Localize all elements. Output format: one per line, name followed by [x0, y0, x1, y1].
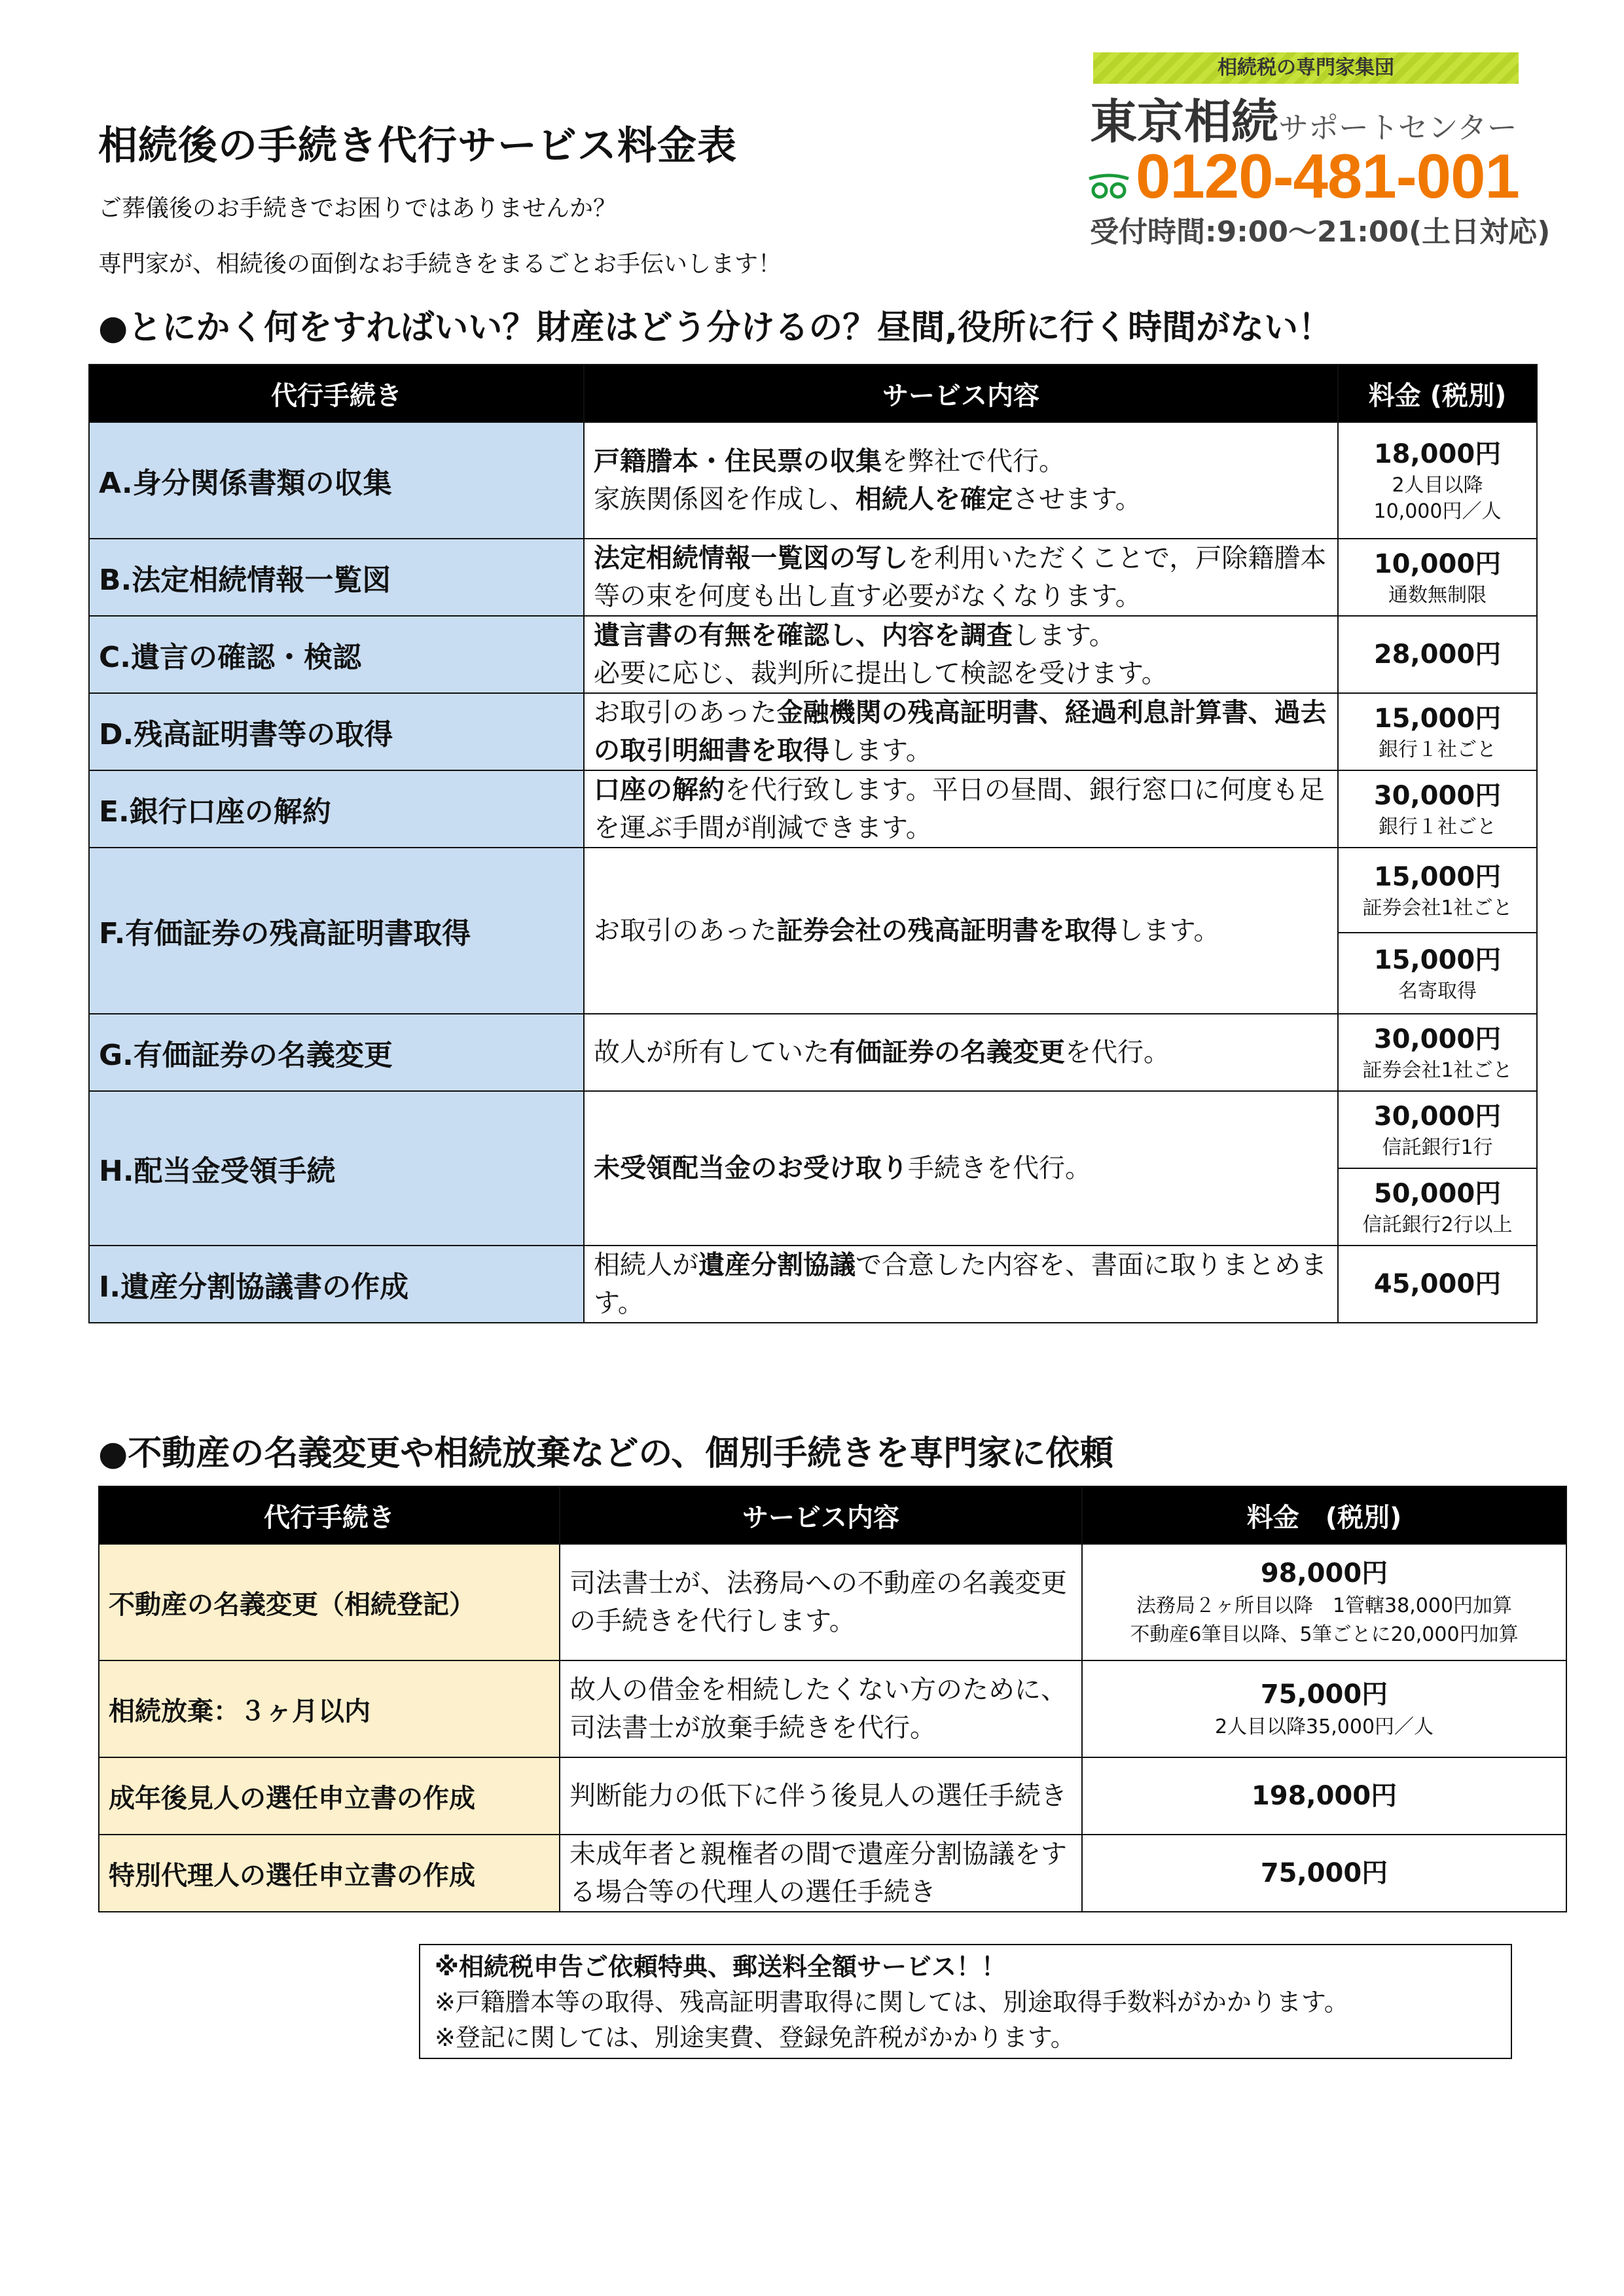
row-desc: 戸籍謄本・住民票の収集を弊社で代行。 家族関係図を作成し、相続人を確定させます。: [584, 422, 1338, 539]
note-line-3: ※登記に関しては、別途実費、登録免許税がかかります。: [435, 2023, 1075, 2052]
logo-hours: 受付時間:9:00～21:00(土日対応): [1090, 215, 1551, 249]
row-item: F.有価証券の残高証明書取得: [89, 848, 584, 1014]
row-desc: 判断能力の低下に伴う後見人の選任手続き: [560, 1757, 1082, 1835]
row-item: 特別代理人の選任申立書の作成: [99, 1835, 560, 1912]
table-row: [99, 1660, 1566, 1757]
table-row: [89, 848, 1537, 933]
row-price: 15,000円 証券会社1社ごと: [1338, 848, 1537, 933]
table-row: [99, 1544, 1566, 1660]
row-price: 98,000円 法務局２ヶ所目以降 1管轄38,000円加算 不動産6筆目以降、5筆ごとに20,000円加算: [1082, 1544, 1566, 1660]
section1-heading: ●とにかく何をすればいい？財産はどう分けるの？昼間,役所に行く時間がない！: [98, 308, 1333, 348]
logo-name-main: 東京相続: [1090, 94, 1279, 149]
row-desc: お取引のあった証券会社の残高証明書を取得します。: [584, 848, 1338, 1014]
row-desc: 未成年者と親権者の間で遺産分割協議をする場合等の代理人の選任手続き: [560, 1835, 1082, 1912]
row-desc: 相続人が遺産分割協議で合意した内容を、書面に取りまとめます。: [584, 1246, 1338, 1323]
col-header-item: 代行手続き: [89, 365, 584, 422]
row-item: E.銀行口座の解約: [89, 770, 584, 848]
freedial-icon: [1087, 173, 1131, 200]
row-price-2: 50,000円 信託銀行2行以上: [1338, 1168, 1537, 1246]
col-header-price: 料金 (税別): [1338, 365, 1537, 422]
table-row: [89, 1014, 1537, 1091]
col-header-price: 料金 (税別): [1082, 1486, 1566, 1544]
page-title: 相続後の手続き代行サービス料金表: [98, 123, 737, 169]
row-desc: 故人の借金を相続したくない方のために、司法書士が放棄手続きを代行。: [560, 1660, 1082, 1757]
row-price: 198,000円: [1082, 1757, 1566, 1835]
table-row: [89, 693, 1537, 770]
intro-line-2: 専門家が、相続後の面倒なお手続きをまるごとお手伝いします！: [98, 251, 782, 278]
table-row: [99, 1835, 1566, 1912]
table1-header-row: [89, 365, 1537, 422]
row-item: G.有価証券の名義変更: [89, 1014, 584, 1091]
row-desc: 司法書士が、法務局への不動産の名義変更の手続きを代行します。: [560, 1544, 1082, 1660]
table-row: [99, 1757, 1566, 1835]
row-item: D.残高証明書等の取得: [89, 693, 584, 770]
row-item: C.遺言の確認・検認: [89, 616, 584, 693]
row-price: 18,000円 2人目以降 10,000円／人: [1338, 422, 1537, 539]
row-price-2: 15,000円 名寄取得: [1338, 933, 1537, 1014]
table-row: [89, 616, 1537, 693]
row-desc: 遺言書の有無を確認し、内容を調査します。 必要に応じ、裁判所に提出して検認を受けます。: [584, 616, 1338, 693]
row-price: 75,000円 2人目以降35,000円／人: [1082, 1660, 1566, 1757]
row-item: A.身分関係書類の収集: [89, 422, 584, 539]
service-table-2: [98, 1486, 1567, 1912]
row-item: 相続放棄：３ヶ月以内: [99, 1660, 560, 1757]
intro-line-1: ご葬儀後のお手続きでお困りではありませんか？: [98, 195, 617, 222]
row-desc: 故人が所有していた有価証券の名義変更を代行。: [584, 1014, 1338, 1091]
row-price: 75,000円: [1082, 1835, 1566, 1912]
table-row: [89, 1246, 1537, 1323]
row-desc: 口座の解約を代行致します。平日の昼間、銀行窓口に何度も足を運ぶ手間が削減できます。: [584, 770, 1338, 848]
row-price: 10,000円 通数無制限: [1338, 539, 1537, 616]
row-item: H.配当金受領手続: [89, 1091, 584, 1246]
row-price: 45,000円: [1338, 1246, 1537, 1323]
row-item: B.法定相続情報一覧図: [89, 539, 584, 616]
col-header-item: 代行手続き: [99, 1486, 560, 1544]
table-row: [89, 1091, 1537, 1168]
row-desc: 法定相続情報一覧図の写しを利用いただくことで，戸除籍謄本等の束を何度も出し直す必要がなくなります。: [584, 539, 1338, 616]
note-line-1: ※相続税申告ご依頼特典、郵送料全額サービス！！: [435, 1952, 1006, 1981]
col-header-desc: サービス内容: [560, 1486, 1082, 1544]
table-row: [89, 422, 1537, 539]
col-header-desc: サービス内容: [584, 365, 1338, 422]
logo-tagline: 相続税の専門家集団: [1093, 52, 1519, 84]
service-table-1: [88, 364, 1538, 1323]
row-price: 15,000円 銀行１社ごと: [1338, 693, 1537, 770]
table-row: [89, 770, 1537, 848]
logo-name-sub: サポートセンター: [1278, 110, 1517, 145]
section2-heading: ●不動産の名義変更や相続放棄などの、個別手続きを専門家に依頼: [98, 1434, 1114, 1473]
row-item: 不動産の名義変更（相続登記）: [99, 1544, 560, 1660]
row-price: 28,000円: [1338, 616, 1537, 693]
notes-box: [419, 1944, 1512, 2059]
table-row: [89, 539, 1537, 616]
row-price: 30,000円 信託銀行1行: [1338, 1091, 1537, 1168]
logo-phone-number[interactable]: 0120-481-001: [1136, 141, 1519, 211]
row-item: 成年後見人の選任申立書の作成: [99, 1757, 560, 1835]
table2-header-row: [99, 1486, 1566, 1544]
row-desc: お取引のあった金融機関の残高証明書、経過利息計算書、過去の取引明細書を取得します。: [584, 693, 1338, 770]
row-desc: 未受領配当金のお受け取り手続きを代行。: [584, 1091, 1338, 1246]
row-item: I.遺産分割協議書の作成: [89, 1246, 584, 1323]
row-price: 30,000円 銀行１社ごと: [1338, 770, 1537, 848]
note-line-2: ※戸籍謄本等の取得、残高証明書取得に関しては、別途取得手数料がかかります。: [435, 1988, 1349, 2017]
row-price: 30,000円 証券会社1社ごと: [1338, 1014, 1537, 1091]
